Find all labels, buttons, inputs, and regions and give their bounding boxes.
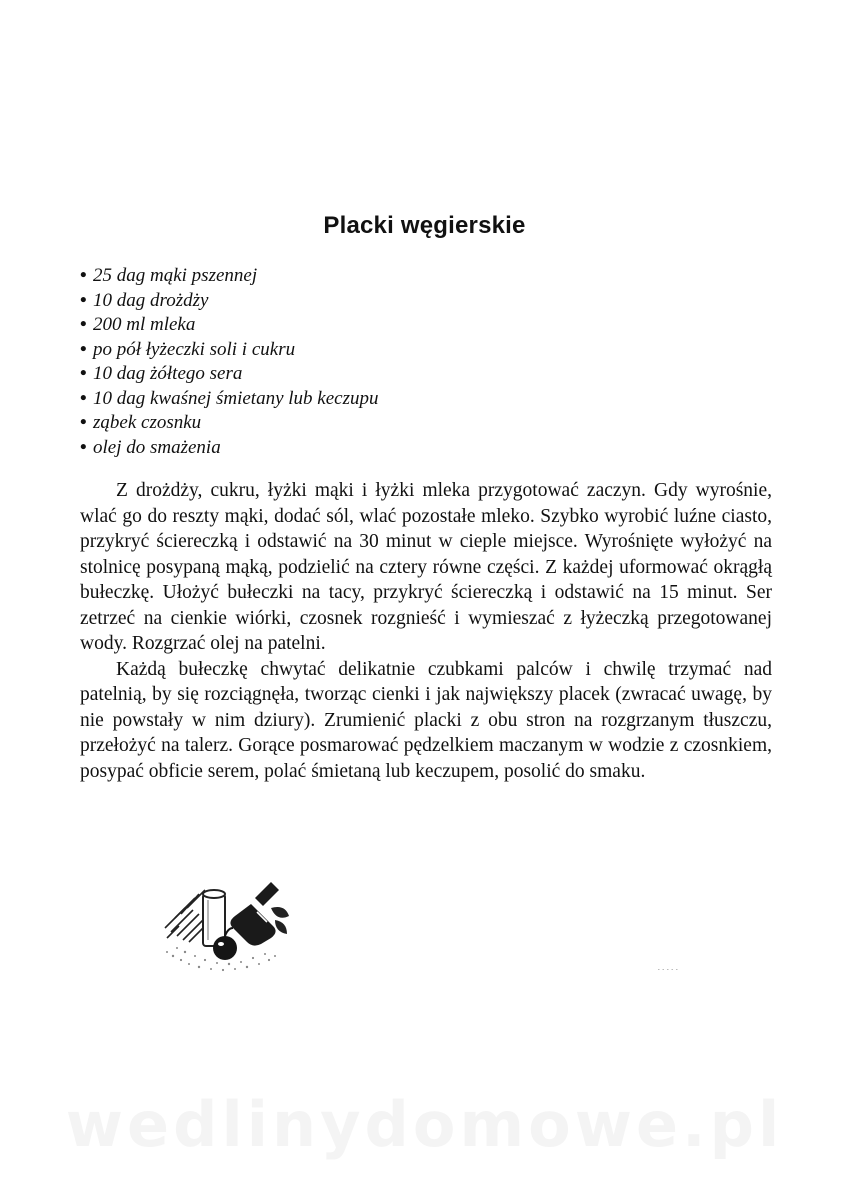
ingredient-text: 10 dag kwaśnej śmietany lub keczupu [93,387,379,409]
bullet-icon: • [80,289,87,311]
ingredient-item [80,387,378,412]
ingredient-item [80,411,378,436]
print-speck [658,968,680,971]
recipe-title: Placki węgierskie [323,212,526,239]
ingredient-text: 10 dag drożdży [93,289,209,311]
preparation-method [80,478,772,784]
kitchen-still-life-illustration [155,868,300,978]
ingredient-text: 10 dag żółtego sera [93,363,243,384]
bullet-icon: • [80,265,87,286]
ingredient-text: 25 dag mąki pszennej [93,265,258,286]
bullet-icon: • [80,412,87,433]
ingredient-item [80,362,378,387]
ingredient-list [80,264,378,460]
bullet-icon: • [80,338,87,360]
bullet-icon: • [80,436,87,458]
ingredient-item [80,436,378,461]
ingredient-item [80,289,378,314]
method-paragraph: Z drożdży, cukru, łyżki mąki i łyżki mleka przygotować zaczyn. Gdy wyrośnie, wlać go do reszty mąki, dodać sól, wlać pozostałe mleko. Szybko wyrobić luźne ciasto, przykryć ściereczką i odstawić na 30 minut w cieple miejsce. Wyrośnięte wyłożyć na stolnicę posypaną mąką, podzielić na cztery równe części. Z każdej uformować okrągłą bułeczkę. Ułożyć bułeczki na tacy, przykryć ściereczką i odstawić na 15 minut. Ser zetrzeć na cienkie wiórki, czosnek rozgnieść i wymieszać z łyżeczką przegotowanej wody. Rozgrzać olej na patelni. [80,480,772,654]
ingredient-item [80,313,378,338]
ingredient-text: ząbek czosnku [93,412,202,433]
bullet-icon: • [80,314,87,335]
bullet-icon: • [80,363,87,384]
bottle-icon [230,882,279,946]
ingredient-text: 200 ml mleka [93,314,196,335]
watermark: wedlinydomowe.pl [65,1088,784,1161]
ingredient-item [80,264,378,289]
ingredient-text: po pół łyżeczki soli i cukru [93,338,296,360]
hatched-board [165,890,207,942]
bullet-icon: • [80,387,87,409]
ingredient-text: olej do smażenia [93,436,221,458]
method-paragraph: Każdą bułeczkę chwytać delikatnie czubkami palców i chwilę trzymać nad patelnią, by się rozciągnęła, tworząc cienki i jak największy placek (zwracać uwagę, by nie powstały w nim dziury). Zrumienić placki z obu stron na rozgrzanym tłuszczu, przełożyć na talerz. Gorące posmarować pędzelkiem maczanym w wodzie z czosnkiem, posypać obficie serem, polać śmietaną lub keczupem, posolić do smaku. [80,658,772,782]
ingredient-item [80,338,378,363]
